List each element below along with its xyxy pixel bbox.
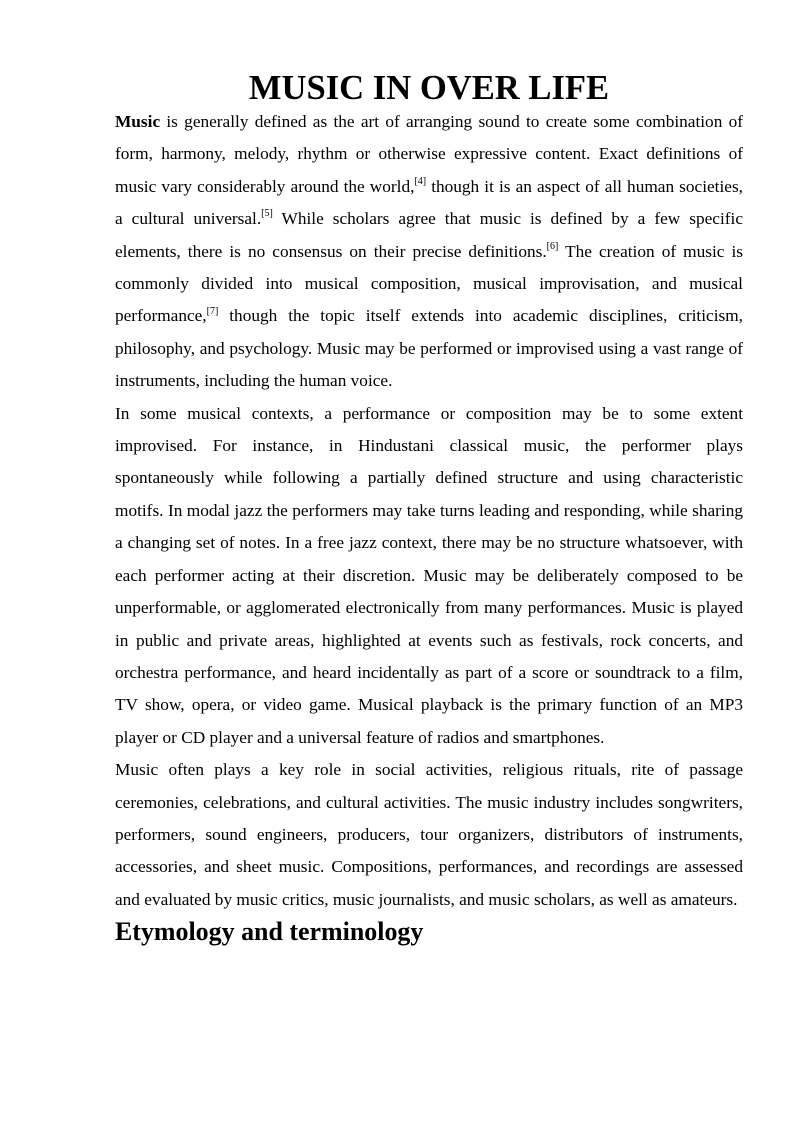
citation-ref[interactable]: [6] (546, 240, 559, 252)
citation-ref[interactable]: [7] (206, 305, 219, 317)
paragraph-text: While scholars agree that music is defined by a few specific elements, there is no consensus on their precise definitions. (115, 209, 743, 261)
paragraph-text: is generally defined as the art of arranging sound to create some combination of form, harmony, melody, rhythm or otherwise expressive content. Exact definitions of music vary considerably around the world, (115, 112, 743, 196)
document-page (115, 69, 743, 949)
section-heading: Etymology and terminology (115, 917, 424, 947)
paragraph-text: though it is an aspect of all human societies, a cultural universal. (115, 176, 743, 229)
document-title: MUSIC IN OVER LIFE (248, 69, 610, 107)
paragraph-social-role: Music often plays a key role in social activities, religious rituals, rite of passage ceremonies, celebrations, and cultural activities. The music industry includes songwriters, performers, sound engineers, producers, tour organizers, distributors of instruments, accessories, and sheet music. Compositions, performances, and recordings are assessed and evaluated by music critics, music journalists, and music scholars, as well as amateurs. (115, 760, 743, 909)
paragraph-improvisation: In some musical contexts, a performance or composition may be to some extent improvised. For instance, in Hindustani classical music, the performer plays spontaneously while following a partially defined structure and using characteristic motifs. In modal jazz the performers may take turns leading and responding, while sharing a changing set of notes. In a free jazz context, there may be no structure whatsoever, with each performer acting at their discretion. Music may be deliberately composed to be unperformable, or agglomerated electronically from many performances. Music is played in public and private areas, highlighted at events such as festivals, rock concerts, and orchestra performance, and heard incidentally as part of a score or soundtrack to a film, TV show, opera, or video game. Musical playback is the primary function of an MP3 player or CD player and a universal feature of radios and smartphones. (115, 403, 743, 747)
paragraph-text: The creation of music is commonly divided into musical composition, musical improvisation, and musical performance, (115, 241, 743, 326)
lead-term: Music (115, 112, 161, 131)
citation-ref[interactable]: [4] (414, 176, 427, 188)
paragraph-intro (115, 106, 743, 398)
citation-ref[interactable]: [5] (261, 208, 273, 220)
paragraph-text: though the topic itself extends into academic disciplines, criticism, philosophy, and psychology. Music may be performed or improvised using a vast range of instruments, including the human voice. (115, 306, 743, 391)
